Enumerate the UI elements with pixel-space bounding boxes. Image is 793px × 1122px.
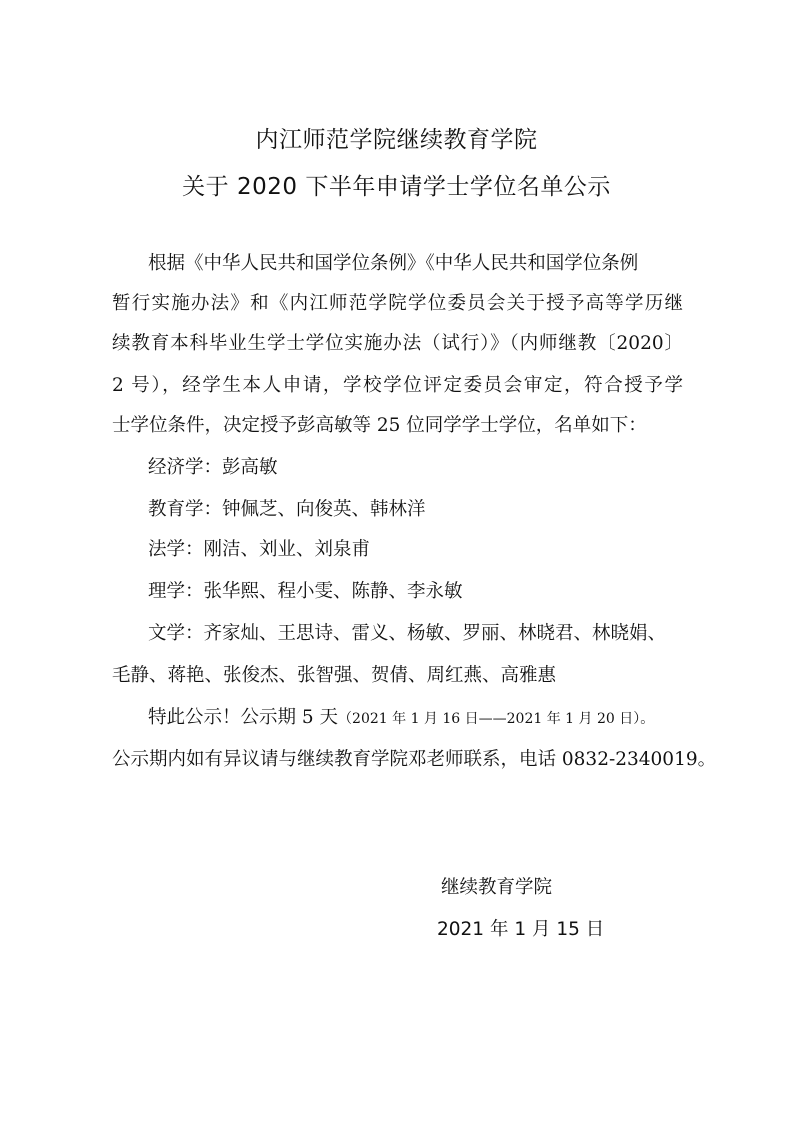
signature-org: 继续教育学院: [441, 877, 553, 898]
economics-list: 经济学：彭高敏: [148, 457, 278, 478]
notice-line: [148, 706, 654, 731]
title-line-1: 内江师范学院继续教育学院: [255, 127, 538, 153]
literature-list-line-1: 文学：齐家灿、王思诗、雷义、杨敏、罗丽、林晓君、林晓娟、: [148, 623, 667, 644]
science-list: 理学：张华熙、程小雯、陈静、李永敏: [148, 581, 463, 602]
notice-main: 特此公示！公示期 5 天: [148, 707, 339, 728]
law-list: 法学：刚洁、刘业、刘泉甫: [148, 539, 371, 560]
paragraph-line-2: 暂行实施办法》和《内江师范学院学位委员会关于授予高等学历继: [112, 293, 683, 314]
literature-list-line-2: 毛静、蒋艳、张俊杰、张智强、贺倩、周红燕、高雅惠: [112, 665, 557, 686]
education-list: 教育学：钟佩芝、向俊英、韩林洋: [148, 499, 426, 520]
contact-line: 公示期内如有异议请与继续教育学院邓老师联系，电话 0832-2340019。: [112, 749, 717, 770]
title-line-2: 关于 2020 下半年申请学士学位名单公示: [182, 174, 611, 200]
notice-period: （2021 年 1 月 16 日——2021 年 1 月 20 日）。: [338, 711, 655, 727]
paragraph-line-1: 根据《中华人民共和国学位条例》《中华人民共和国学位条例: [148, 253, 639, 274]
paragraph-line-5: 士学位条件，决定授予彭高敏等 25 位同学学士学位，名单如下：: [112, 415, 647, 436]
signature-date: 2021 年 1 月 15 日: [437, 919, 605, 940]
paragraph-line-3: 续教育本科毕业生学士学位实施办法（试行）》（内师继教〔2020〕: [112, 333, 683, 354]
paragraph-line-4: 2 号），经学生本人申请，学校学位评定委员会审定，符合授予学: [112, 375, 683, 396]
